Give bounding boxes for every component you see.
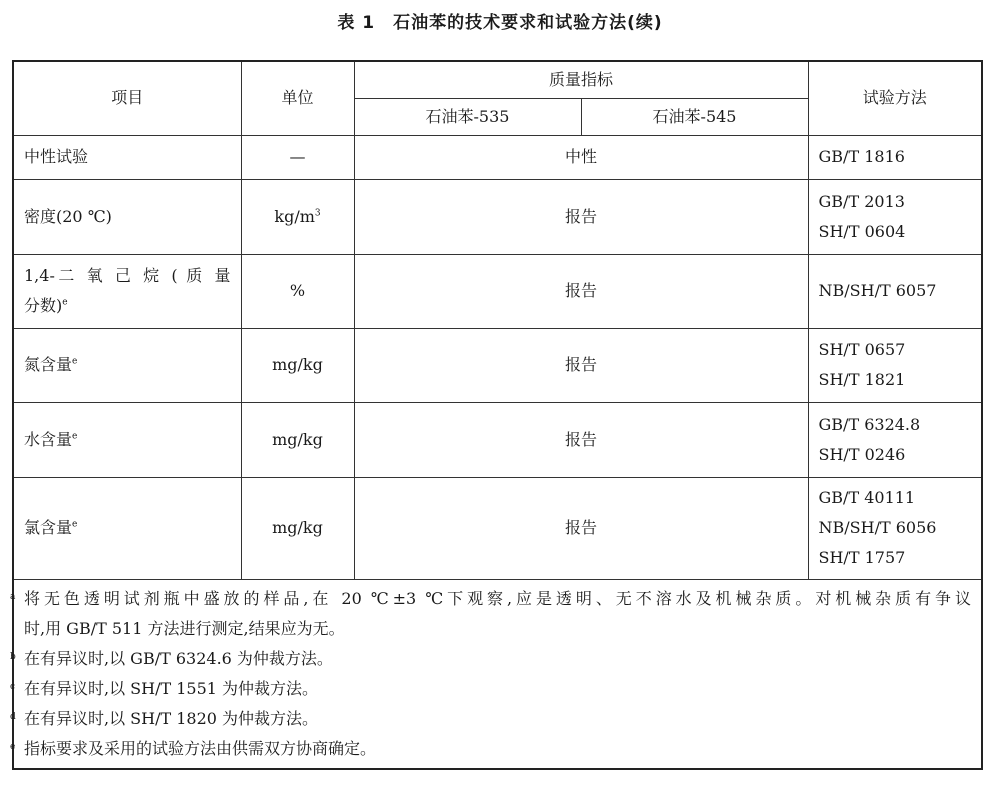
method-line: SH/T 1821: [818, 370, 906, 389]
row-unit: mg/kg: [241, 328, 354, 402]
row-item: 氯含量$^e$: [13, 477, 241, 579]
row-unit: mg/kg: [241, 477, 354, 579]
footnote-mark: a: [10, 591, 16, 602]
table-title: 表 1 石油苯的技术要求和试验方法(续): [337, 13, 663, 33]
footnote-b: [10, 644, 971, 674]
header-method: 试验方法: [808, 61, 982, 135]
spec-table: [12, 60, 983, 770]
method-line: SH/T 0604: [818, 221, 906, 241]
table-row: [13, 328, 982, 402]
row-methods: [808, 254, 982, 328]
row-unit: mg/kg: [241, 402, 354, 477]
notes-row: [13, 579, 982, 769]
method-line: NB/SH/T 6057: [818, 281, 937, 300]
header-item: 项目: [13, 61, 241, 135]
method-line: SH/T 0246: [818, 444, 906, 464]
item-line-2: 分数)$^e$: [24, 296, 68, 315]
header-row-1: [13, 61, 982, 98]
unit-base: kg/m: [274, 206, 315, 226]
row-value: 报告: [354, 254, 808, 328]
footnote-text: 在有异议时,以 SH/T 1820 为仲裁方法。: [24, 708, 319, 728]
row-unit: %: [241, 254, 354, 328]
method-line: GB/T 2013: [818, 191, 905, 211]
row-item: 水含量$^e$: [13, 402, 241, 477]
footnote-text-line2: 时,用 GB/T 511 方法进行测定,结果应为无。: [24, 618, 345, 638]
footnote-text: 在有异议时,以 SH/T 1551 为仲裁方法。: [24, 678, 319, 698]
table-row: [13, 135, 982, 179]
row-methods: [808, 135, 982, 179]
unit-sup: 3: [314, 208, 321, 219]
footnote-a: [10, 584, 972, 644]
row-methods: [808, 328, 982, 402]
item-sup: e: [72, 356, 78, 367]
footnote-mark: d: [10, 711, 16, 722]
row-methods: [808, 402, 982, 477]
row-item: 密度(20 ℃): [13, 179, 241, 254]
header-quality: 质量指标: [354, 61, 808, 98]
row-value: 报告: [354, 328, 808, 402]
footnote-text-line1: 将无色透明试剂瓶中盛放的样品,在 20 ℃±3 ℃下观察,应是透明、无不溶水及机械杂质。对机械杂质有争议: [24, 588, 972, 608]
table-row: [13, 477, 982, 579]
header-unit: 单位: [241, 61, 354, 135]
footnote-d: [10, 704, 971, 734]
footnote-mark: b: [10, 651, 16, 662]
row-value: 报告: [354, 179, 808, 254]
item-sup: e: [72, 519, 78, 530]
row-value: 报告: [354, 402, 808, 477]
table-row: [13, 254, 982, 328]
method-line: SH/T 1757: [818, 548, 906, 567]
footnote-text: 在有异议时,以 GB/T 6324.6 为仲裁方法。: [24, 648, 333, 668]
row-unit: —: [241, 135, 354, 179]
row-methods: [808, 477, 982, 579]
row-item: 氮含量$^e$: [13, 328, 241, 402]
table-row: [13, 179, 982, 254]
table-row: [13, 402, 982, 477]
footnotes: [10, 579, 982, 769]
method-line: SH/T 0657: [818, 340, 906, 359]
header-grade-535: 石油苯-535: [354, 98, 581, 135]
footnote-mark: c: [10, 681, 16, 692]
footnote-mark: e: [10, 741, 16, 752]
method-line: NB/SH/T 6056: [818, 518, 937, 537]
footnote-c: [10, 674, 971, 704]
method-line: GB/T 40111: [818, 488, 916, 507]
row-value: 报告: [354, 477, 808, 579]
row-item: [13, 254, 241, 328]
row-unit: [241, 179, 354, 254]
row-value: 中性: [354, 135, 808, 179]
item-sup: e: [72, 431, 78, 442]
item-sup: e: [62, 297, 68, 308]
method-line: GB/T 6324.8: [818, 414, 921, 434]
row-methods: [808, 179, 982, 254]
header-grade-545: 石油苯-545: [581, 98, 808, 135]
footnote-text: 指标要求及采用的试验方法由供需双方协商确定。: [24, 738, 377, 758]
method-line: GB/T 1816: [818, 147, 905, 166]
item-line-1: 1,4-二 氧 己 烷 ( 质 量: [24, 266, 231, 285]
footnote-e: [10, 734, 971, 764]
row-item: 中性试验: [13, 135, 241, 179]
